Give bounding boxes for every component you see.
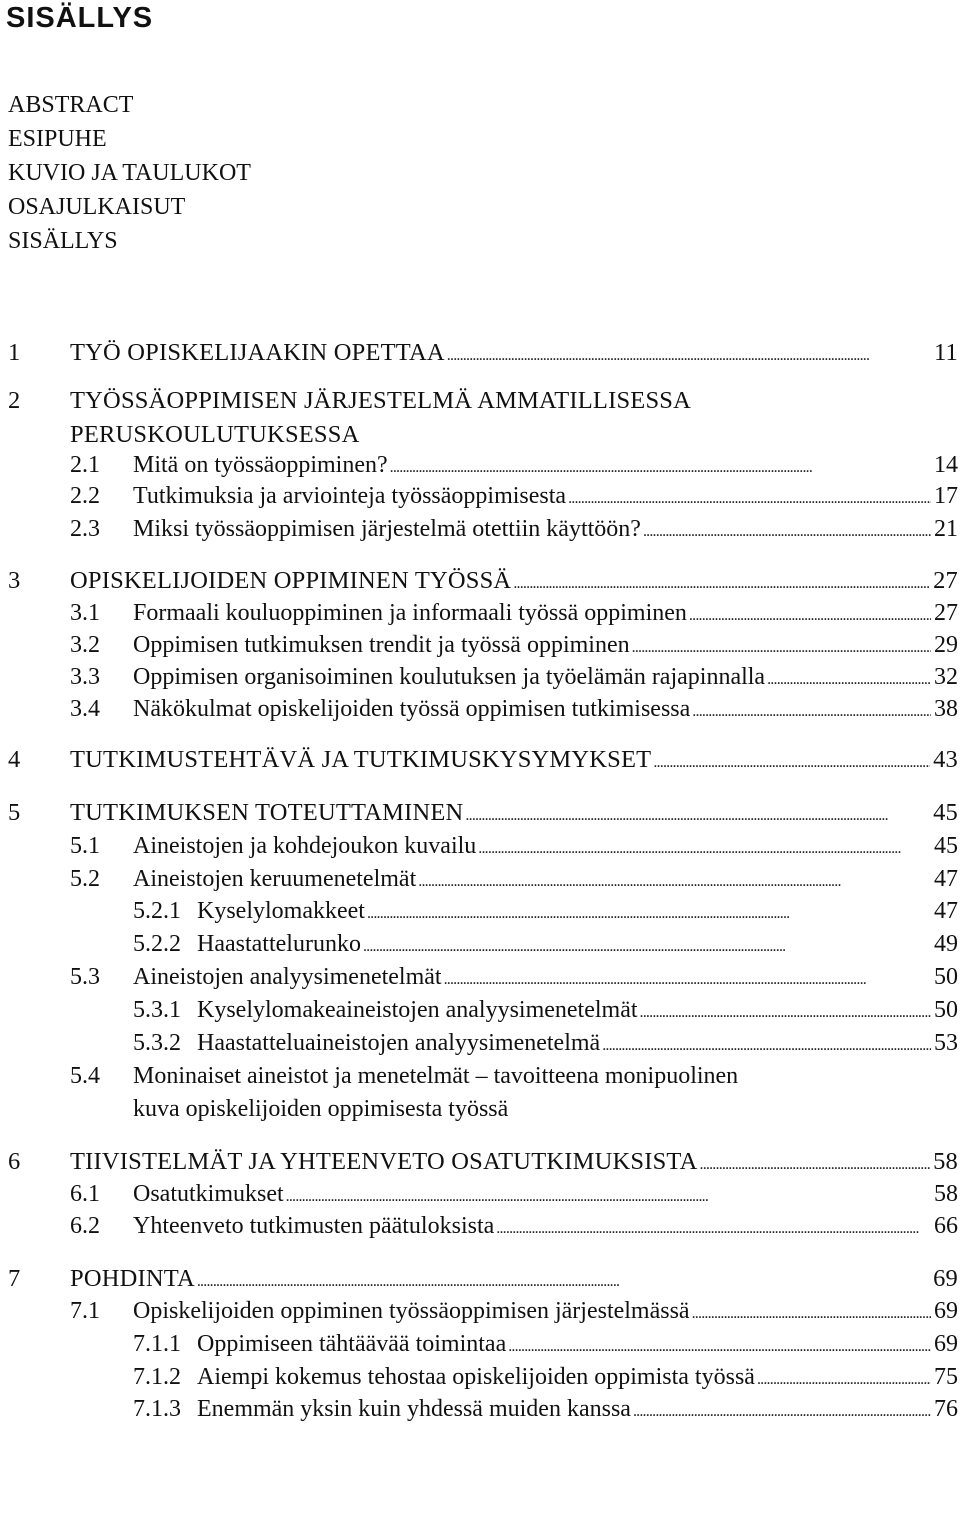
dot-leader: [367, 896, 931, 929]
toc-entry[interactable]: [0, 1147, 960, 1177]
toc-entry-title: Aineistojen ja kohdejoukon kuvailu: [133, 833, 477, 859]
toc-entry-page-number: 29: [934, 632, 958, 658]
toc-entry-title: Haastattelurunko: [197, 931, 361, 957]
toc-entry-page-number: 47: [934, 898, 958, 924]
dot-leader: [689, 598, 931, 631]
toc-entry-page-number: 27: [934, 600, 958, 626]
toc-entry-title: Aiempi kokemus tehostaa opiskelijoiden oppimista työssä: [197, 1364, 755, 1390]
dot-leader: [700, 1147, 931, 1180]
toc-entry-number: 7.1.2: [133, 1364, 181, 1390]
toc-entry-page-number: 43: [933, 746, 958, 773]
toc-entry-number: 2.1: [70, 452, 100, 478]
dot-leader: [653, 745, 930, 778]
toc-entry-page-number: 45: [933, 799, 958, 826]
toc-entry[interactable]: [0, 962, 960, 992]
toc-entry[interactable]: [0, 694, 960, 724]
toc-entry-page-number: 21: [934, 516, 958, 542]
dot-leader: [602, 1028, 931, 1061]
toc-entry[interactable]: [0, 1061, 960, 1091]
dot-leader: [496, 1211, 931, 1244]
toc-entry[interactable]: [0, 1094, 960, 1124]
toc-entry-title: Oppimisen tutkimuksen trendit ja työssä oppiminen: [133, 632, 630, 658]
toc-entry-number: 2: [8, 387, 21, 414]
toc-entry-title: TYÖ OPISKELIJAAKIN OPETTAA: [70, 339, 445, 366]
toc-entry[interactable]: [0, 745, 960, 775]
toc-entry-number: 5.3: [70, 964, 100, 990]
page-title: SISÄLLYS: [6, 2, 154, 34]
dot-leader: [478, 831, 931, 864]
toc-entry[interactable]: [0, 1211, 960, 1241]
toc-entry-title: PERUSKOULUTUKSESSA: [70, 421, 360, 448]
dot-leader: [633, 1394, 931, 1427]
dot-leader: [508, 1329, 931, 1362]
toc-entry-page-number: 49: [934, 931, 958, 957]
dot-leader: [513, 566, 930, 599]
toc-entry[interactable]: [0, 450, 960, 480]
dot-leader: [692, 1296, 931, 1329]
toc-entry-page-number: 27: [933, 567, 958, 594]
toc-entry-page-number: 50: [934, 964, 958, 990]
toc-entry[interactable]: [0, 1329, 960, 1359]
toc-entry-title: Oppimiseen tähtäävää toimintaa: [197, 1331, 507, 1357]
toc-entry-title: Yhteenveto tutkimusten päätuloksista: [133, 1213, 495, 1239]
toc-entry-page-number: 69: [934, 1298, 958, 1324]
toc-entry-number: 5.2: [70, 866, 100, 892]
dot-leader: [286, 1179, 931, 1212]
toc-entry-number: 7: [8, 1265, 21, 1292]
toc-entry-page-number: 38: [934, 696, 958, 722]
toc-entry[interactable]: [0, 420, 960, 450]
dot-leader: [465, 798, 930, 831]
dot-leader: [363, 929, 931, 962]
dot-leader: [197, 1264, 930, 1297]
toc-entry[interactable]: [0, 514, 960, 544]
toc-entry-page-number: 17: [934, 483, 958, 509]
toc-entry-number: 7.1.1: [133, 1331, 181, 1357]
toc-entry-number: 3.2: [70, 632, 100, 658]
toc-entry-number: 5.2.1: [133, 898, 181, 924]
front-matter-item-kuvio-ja-taulukot[interactable]: KUVIO JA TAULUKOT: [8, 160, 251, 186]
toc-entry-title: Enemmän yksin kuin yhdessä muiden kanssa: [197, 1396, 631, 1422]
toc-entry-number: 5.2.2: [133, 931, 181, 957]
dot-leader: [568, 481, 931, 514]
toc-entry[interactable]: [0, 929, 960, 959]
toc-entry-title: Formaali kouluoppiminen ja informaali työssä oppiminen: [133, 600, 687, 626]
toc-entry-title: TUTKIMUSTEHTÄVÄ JA TUTKIMUSKYSYMYKSET: [70, 746, 652, 773]
front-matter-item-sisallys[interactable]: SISÄLLYS: [8, 228, 118, 254]
toc-entry-page-number: 11: [934, 339, 958, 366]
toc-entry-title: Aineistojen analyysimenetelmät: [133, 964, 442, 990]
toc-entry-title: Miksi työssäoppimisen järjestelmä otettiin käyttöön?: [133, 516, 641, 542]
dot-leader: [640, 995, 931, 1028]
dot-leader: [390, 450, 931, 483]
toc-entry-number: 1: [8, 339, 21, 366]
toc-entry-page-number: 58: [933, 1148, 958, 1175]
toc-entry[interactable]: [0, 1394, 960, 1424]
toc-entry-number: 5.1: [70, 833, 100, 859]
dot-leader: [632, 630, 931, 663]
dot-leader: [447, 338, 931, 371]
toc-entry-number: 3.4: [70, 696, 100, 722]
toc-entry-number: 2.2: [70, 483, 100, 509]
toc-entry-title: Näkökulmat opiskelijoiden työssä oppimisen tutkimisessa: [133, 696, 691, 722]
toc-entry[interactable]: [0, 662, 960, 692]
dot-leader: [418, 864, 931, 897]
toc-entry-title: TIIVISTELMÄT JA YHTEENVETO OSATUTKIMUKSISTA: [70, 1148, 698, 1175]
front-matter-item-abstract[interactable]: ABSTRACT: [8, 92, 134, 118]
toc-entry-page-number: 69: [934, 1331, 958, 1357]
toc-entry-title: Moninaiset aineistot ja menetelmät – tavoitteena monipuolinen: [133, 1063, 739, 1089]
toc-entry-title: OPISKELIJOIDEN OPPIMINEN TYÖSSÄ: [70, 567, 512, 594]
toc-entry-number: 3.1: [70, 600, 100, 626]
toc-entry-title: Kyselylomakeaineistojen analyysimenetelmät: [197, 997, 638, 1023]
toc-entry[interactable]: [0, 831, 960, 861]
toc-entry-title: Tutkimuksia ja arviointeja työssäoppimisesta: [133, 483, 567, 509]
toc-entry-page-number: 76: [934, 1396, 958, 1422]
toc-entry-title: Aineistojen keruumenetelmät: [133, 866, 417, 892]
toc-entry[interactable]: [0, 338, 960, 368]
toc-entry[interactable]: [0, 1296, 960, 1326]
toc-entry-number: 4: [8, 746, 21, 773]
toc-entry[interactable]: [0, 566, 960, 596]
toc-entry[interactable]: [0, 1028, 960, 1058]
toc-entry-page-number: 53: [934, 1030, 958, 1056]
toc-entry-number: 5.3.1: [133, 997, 181, 1023]
dot-leader: [767, 662, 931, 695]
toc-entry-number: 6.1: [70, 1181, 100, 1207]
toc-entry-number: 3.3: [70, 664, 100, 690]
toc-entry-title: Oppimisen organisoiminen koulutuksen ja työelämän rajapinnalla: [133, 664, 766, 690]
toc-entry-title: TYÖSSÄOPPIMISEN JÄRJESTELMÄ AMMATILLISESSA: [70, 387, 691, 414]
front-matter-item-osajulkaisut[interactable]: OSAJULKAISUT: [8, 194, 186, 220]
toc-entry-title: kuva opiskelijoiden oppimisesta työssä: [133, 1096, 509, 1122]
toc-entry[interactable]: [0, 630, 960, 660]
toc-entry[interactable]: [0, 386, 960, 416]
toc-entry[interactable]: [0, 995, 960, 1025]
dot-leader: [757, 1362, 931, 1395]
toc-entry-title: Haastatteluaineistojen analyysimenetelmä: [197, 1030, 601, 1056]
front-matter-item-esipuhe[interactable]: ESIPUHE: [8, 126, 107, 152]
toc-entry-page-number: 50: [934, 997, 958, 1023]
toc-entry[interactable]: [0, 481, 960, 511]
dot-leader: [643, 514, 931, 547]
toc-entry-page-number: 14: [934, 452, 958, 478]
toc-entry-title: Opiskelijoiden oppiminen työssäoppimisen järjestelmässä: [133, 1298, 690, 1324]
toc-entry-page-number: 32: [934, 664, 958, 690]
toc-entry[interactable]: [0, 864, 960, 894]
toc-entry-number: 3: [8, 567, 21, 594]
toc-entry-title: Osatutkimukset: [133, 1181, 284, 1207]
toc-entry-number: 5.3.2: [133, 1030, 181, 1056]
toc-entry-number: 2.3: [70, 516, 100, 542]
toc-entry-page-number: 58: [934, 1181, 958, 1207]
dot-leader: [692, 694, 931, 727]
toc-entry-number: 5: [8, 799, 21, 826]
dot-leader: [444, 962, 931, 995]
toc-entry-page-number: 75: [934, 1364, 958, 1390]
toc-entry-page-number: 69: [933, 1265, 958, 1292]
toc-entry-number: 6: [8, 1148, 21, 1175]
toc-entry-number: 6.2: [70, 1213, 100, 1239]
toc-entry-title: POHDINTA: [70, 1265, 195, 1292]
toc-entry-number: 7.1.3: [133, 1396, 181, 1422]
toc-entry-title: Mitä on työssäoppiminen?: [133, 452, 388, 478]
toc-entry[interactable]: [0, 1362, 960, 1392]
toc-entry-title: TUTKIMUKSEN TOTEUTTAMINEN: [70, 799, 464, 826]
toc-entry-number: 7.1: [70, 1298, 100, 1324]
toc-entry-page-number: 45: [934, 833, 958, 859]
toc-entry-page-number: 47: [934, 866, 958, 892]
toc-entry-number: 5.4: [70, 1063, 100, 1089]
toc-entry-title: Kyselylomakkeet: [197, 898, 365, 924]
toc-entry[interactable]: [0, 1264, 960, 1294]
toc-entry[interactable]: [0, 1179, 960, 1209]
toc-entry[interactable]: [0, 598, 960, 628]
toc-entry[interactable]: [0, 896, 960, 926]
toc-entry[interactable]: [0, 798, 960, 828]
toc-entry-page-number: 66: [934, 1213, 958, 1239]
